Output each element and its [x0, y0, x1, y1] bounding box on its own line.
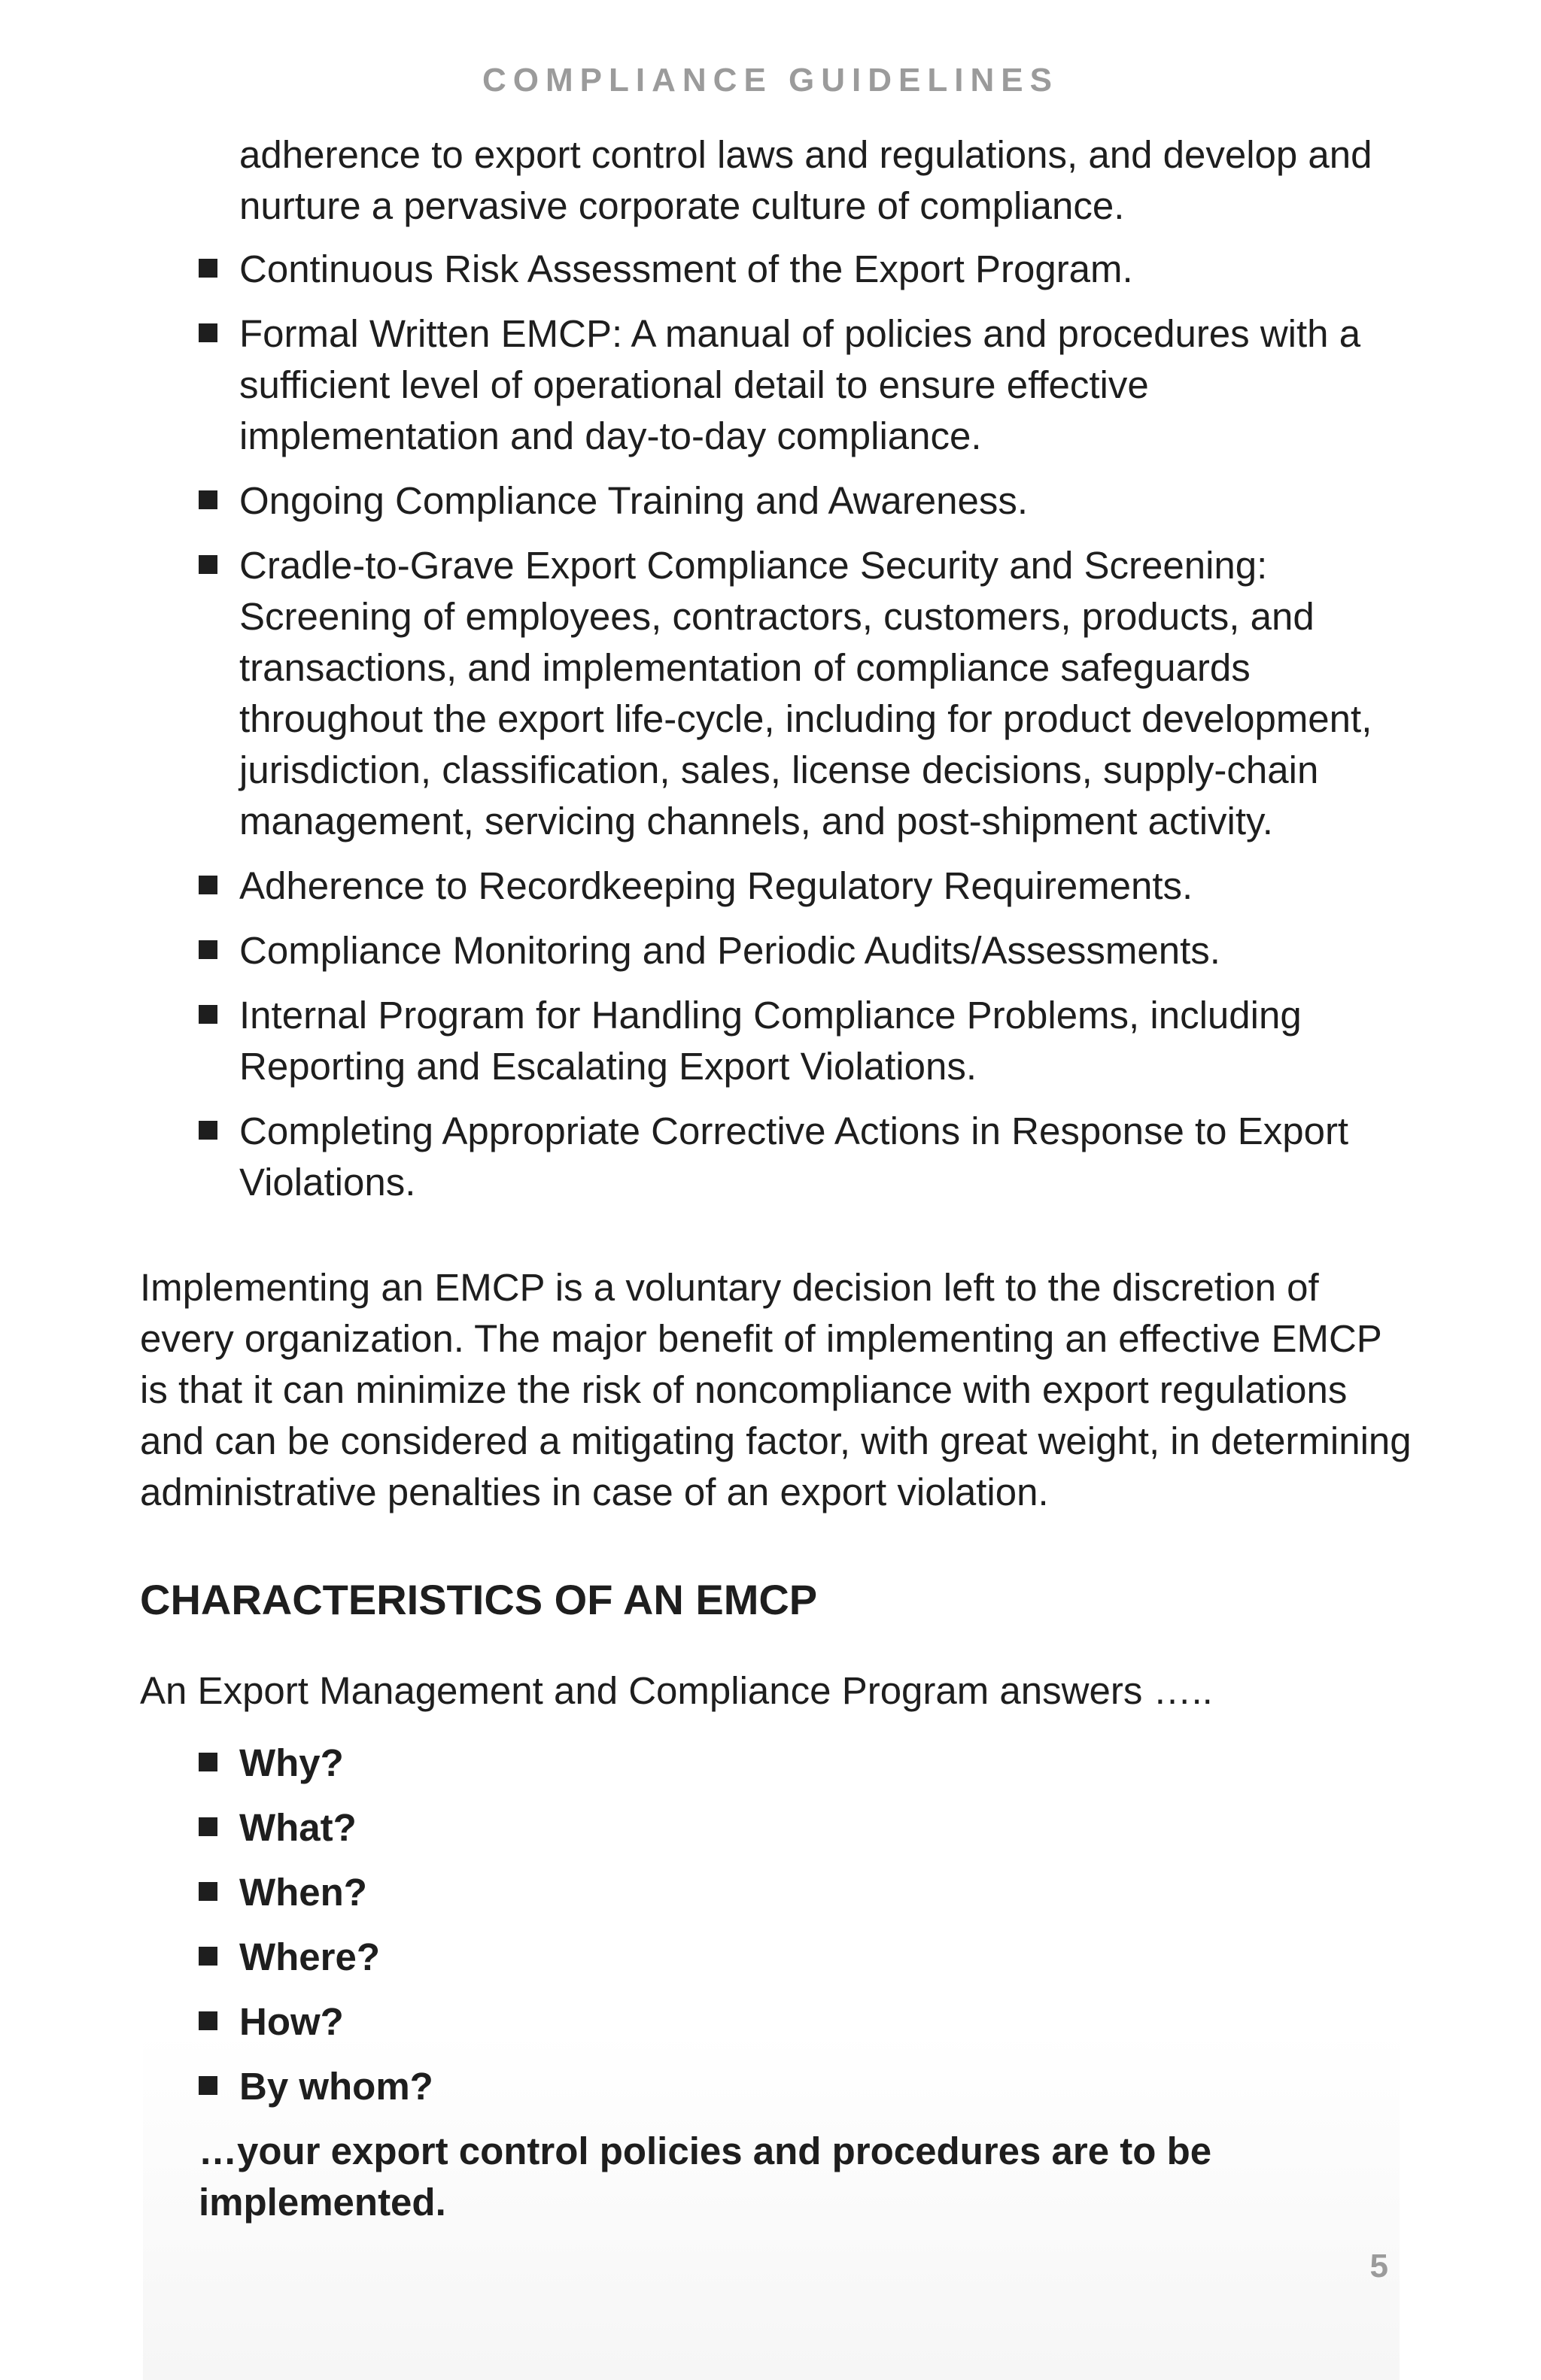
square-bullet-icon	[199, 1882, 217, 1901]
body-paragraph: Implementing an EMCP is a voluntary decision left to the discretion of every organization. The major benefit of implementing an effective EMCP is that it can minimize the risk of noncompliance with export regulations and can be considered a mitigating factor, with great weight, in determining administrative penalties in case of an export violation.	[140, 1266, 1412, 1513]
square-bullet-icon	[199, 1947, 217, 1966]
list-item-text: Internal Program for Handling Compliance Problems, including Reporting and Escalating Export Violations.	[239, 994, 1302, 1088]
list-item-text: Ongoing Compliance Training and Awareness.	[239, 479, 1029, 522]
question-text: By whom?	[239, 2065, 433, 2108]
question-item	[140, 1932, 1419, 1983]
square-bullet-icon	[199, 940, 217, 959]
question-text: How?	[239, 2000, 344, 2043]
list-item-text: Adherence to Recordkeeping Regulatory Requirements.	[239, 864, 1193, 907]
question-item	[140, 2061, 1419, 2112]
question-item	[140, 1802, 1419, 1853]
list-item	[140, 925, 1419, 976]
question-item	[140, 1996, 1419, 2048]
square-bullet-icon	[199, 323, 217, 342]
page-number: 5	[1369, 2248, 1388, 2284]
list-item-text: Completing Appropriate Corrective Actions in Response to Export Violations.	[239, 1110, 1349, 1204]
page-content	[140, 129, 1419, 2228]
section-intro: An Export Management and Compliance Program answers …..	[140, 1669, 1213, 1712]
question-text: What?	[239, 1806, 357, 1849]
questions-list	[140, 1738, 1419, 2112]
square-bullet-icon	[199, 2076, 217, 2095]
square-bullet-icon	[199, 555, 217, 574]
list-item	[140, 540, 1419, 847]
list-item-text: Cradle-to-Grave Export Compliance Security and Screening: Screening of employees, contractors, customers, products, and transactions, and implementation of compliance safeguards throughout the export life-cycle, including for product development, jurisdiction, classification, sales, license decisions, supply-chain management, servicing channels, and post-shipment activity.	[239, 544, 1372, 842]
square-bullet-icon	[199, 1005, 217, 1024]
list-item	[140, 1106, 1419, 1208]
square-bullet-icon	[199, 490, 217, 509]
square-bullet-icon	[199, 1121, 217, 1140]
closing-statement: …your export control policies and procedures are to be implemented.	[199, 2130, 1212, 2224]
list-item	[140, 244, 1419, 295]
list-item	[140, 475, 1419, 527]
square-bullet-icon	[199, 2011, 217, 2030]
list-item	[140, 861, 1419, 912]
list-item-text: Formal Written EMCP: A manual of policies and procedures with a sufficient level of operational detail to ensure effective implementation and day-to-day compliance.	[239, 312, 1361, 457]
question-text: Why?	[239, 1741, 344, 1784]
section-heading: CHARACTERISTICS OF AN EMCP	[140, 1576, 818, 1623]
question-item	[140, 1738, 1419, 1789]
list-item-continued: adherence to export control laws and regulations, and develop and nurture a pervasive corporate culture of compliance.	[239, 133, 1372, 227]
square-bullet-icon	[199, 1817, 217, 1836]
list-item	[140, 308, 1419, 462]
list-item-text: Continuous Risk Assessment of the Export Program.	[239, 247, 1133, 290]
square-bullet-icon	[199, 876, 217, 894]
question-text: When?	[239, 1871, 367, 1914]
square-bullet-icon	[199, 1753, 217, 1771]
list-item-text: Compliance Monitoring and Periodic Audits/Assessments.	[239, 929, 1220, 972]
square-bullet-icon	[199, 259, 217, 278]
running-header: COMPLIANCE GUIDELINES	[482, 62, 1059, 99]
list-item	[140, 990, 1419, 1092]
emcp-elements-list	[140, 129, 1419, 1208]
question-item	[140, 1867, 1419, 1918]
question-text: Where?	[239, 1935, 381, 1978]
